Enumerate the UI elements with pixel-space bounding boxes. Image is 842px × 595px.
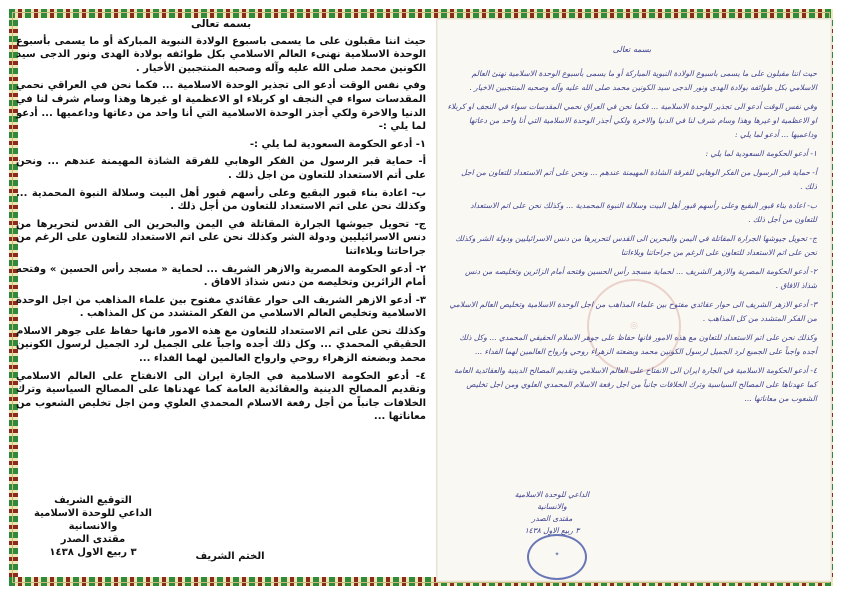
watermark-emblem-icon: ◎ bbox=[587, 279, 681, 373]
manuscript-paragraph: حيث اننا مقبلون على ما يسمى باسبوع الولادة النبوية المباركة أو ما يسمى بأسبوع الوحدة الاسلامية نهنئ العالم الاسلامي بكل طوائفه بولادة الهدى ونور الدجى سيد الكونين محمد صلى الله عليه وآله وصحبه المنتجبين الاخيار . bbox=[469, 69, 817, 92]
manuscript-title: بسمه تعالى bbox=[612, 45, 652, 54]
typed-paragraph: ٢- أدعو الحكومة المصرية والازهر الشريف ... لحماية « مسجد رأس الحسين » وفتحه أمام الزائرين وتخليصه من دنس شذاذ الافاق . bbox=[16, 263, 426, 289]
manuscript-sign-date: ٣ ربيع الاول ١٤٣٨ bbox=[524, 526, 580, 535]
manuscript-paragraph: وكذلك نحن على اتم الاستعداد للتعاون مع هذه الامور فانها حفاظ على جوهر الاسلام الحقيقي المحمدي ... وكل ذلك أجده واجباً على الجميع لرد الجميل لرسول الكونين محمد وبضعته الزهراء روحي وارواح العالمين لهما الفداء ... bbox=[459, 333, 817, 356]
typed-paragraph: وكذلك نحن على اتم الاستعداد للتعاون مع هذه الامور فانها حفاظ على جوهر الاسلام الحقيقي المحمدي ... وكل ذلك أجده واجباً على الجميل لرد الجميل لرسول الكونين محمد وبضعته الزهراء روحي وارواح العالمين لهما الفداء ... bbox=[16, 325, 426, 365]
typed-paragraph: أ- حماية قبر الرسول من الفكر الوهابي للفرقة الشاذة المهيمنة عندهم ... ونحن على أتم الاستعداد للتعاون من اجل ذلك . bbox=[16, 156, 426, 181]
typed-paragraph: ٣- أدعو الازهر الشريف الى حوار عقائدي مفتوح بين علماء المذاهب من اجل الوحدة الاسلامية وتخليص العالم الاسلامي من الفكر المتشدد من كل المذاهب . bbox=[16, 294, 426, 320]
seal-stamp-icon: ✦ bbox=[527, 534, 587, 580]
signature-date: ٣ ربيع الاول ١٤٣٨ bbox=[49, 547, 137, 558]
manuscript-sign-line: الداعي للوحدة الاسلامية bbox=[514, 490, 590, 499]
manuscript-sign-name: مقتدى الصدر bbox=[531, 514, 573, 523]
typed-paragraph: حيث اننا مقبلون على ما يسمى باسبوع الولادة النبوية المباركة أو ما يسمى بأسبوع الوحدة الاسلامية نهنىء العالم الاسلامي بكل طوائفه بولادة الهدى ونور الدجى سيد الكونين محمد صلى الله عليه وآله وصحبه المنتجبين الأخيار . bbox=[16, 35, 426, 74]
manuscript-paragraph: ج- تحويل جيوشها الجرارة المقاتلة في اليمن والبحرين الى القدس لتحريرها من دنس الاسرائيليين ودولة الشر وكذلك نحن على اتم الاستعداد للتعاون على الرغم من جراحاتنا وبلاءاتنا bbox=[455, 234, 817, 257]
seal-label: الختم الشريف bbox=[195, 551, 265, 562]
typed-title: بسمه تعالى bbox=[190, 18, 252, 30]
manuscript-paragraph: ٤- أدعو الحكومة الاسلامية في الجارة ايران الى الانفتاح على العالم الاسلامي وتقديم المصالح الدينية والعقائدية العامة كما عهدناها على المصالح السياسية وترك الخلافات جانباً من اجل رفعة الاسلام المحمدي العلوي ومن اجل تخليص الشعوب من معاناتها ... bbox=[453, 366, 817, 403]
manuscript-paragraph: وفي نفس الوقت أدعو الى تجذير الوحدة الاسلامية ... فكما نحن في العراق نحمي المقدسات سواء في النجف او كربلاء او الاعظمية او غيرها وهذا وسام شرف لنا في الدنيا والاخرة ولكي أجذر الوحدة الاسلامية التي أنا واحد من دعاتها وداعميها ... أدعو لما يلي : bbox=[447, 102, 817, 139]
typed-paragraph: وفي نفس الوقت أدعو الى تجذير الوحدة الاسلامية ... فكما نحن في العراقي نحمي المقدسات سواء في النجف او كربلاء او الاعظمية او غيرها وهذا وسام شرف لنا في الدنيا والاخرة ولكي أجذر الوحدة الاسلامية التي أنا واحد من دعاتها وداعميها ... أدعو لما يلي :- bbox=[16, 80, 426, 133]
typed-paragraph: ج- تحويل جيوشها الجرارة المقاتلة في اليمن والبحرين الى القدس لتحريرها من دنس الاسرائيليين ودولة الشر وكذلك نحن على اتم الاستعداد للتعاون على الرغم من جراحاتنا وبلاءاتنا bbox=[16, 218, 426, 257]
manuscript-signature bbox=[507, 489, 597, 537]
signature-name: مقتدى الصدر bbox=[60, 534, 126, 545]
handwritten-text bbox=[447, 29, 817, 411]
typed-paragraph: ٤- أدعو الحكومة الاسلامية في الجارة ايران الى الانفتاح على العالم الاسلامي وتقديم المصالح الدينية والعقائدية العامة كما عهدناها على المصالح السياسية وترك الخلافات جانباً من أجل رفعة الاسلام المحمدي العلوي ومن اجل تخليص الشعوب من معاناتها ... bbox=[16, 370, 426, 423]
typed-paragraph: ب- اعادة بناء قبور البقيع وعلى رأسهم قبور أهل البيت وسلالة النبوة المحمدية ... وكذلك نحن على اتم الاستعداد للتعاون من أجل ذلك . bbox=[16, 187, 426, 213]
signature-title-2: والانسانية bbox=[68, 521, 118, 532]
manuscript-paragraph: ٢- أدعو الحكومة المصرية والازهر الشريف ... لحماية مسجد رأس الحسين وفتحه أمام الزائرين وتخليصه من دنس شذاذ الافاق . bbox=[464, 267, 817, 290]
manuscript-paragraph: ٣- أدعو الازهر الشريف الى حوار عقائدي مفتوح بين علماء المذاهب من اجل الوحدة الاسلامية وتخليص العالم الاسلامي من الفكر المتشدد من كل المذاهب . bbox=[449, 300, 817, 323]
signature-title: الداعي للوحدة الاسلامية bbox=[34, 508, 152, 519]
signature-heading: التوقيع الشريف bbox=[54, 495, 132, 506]
manuscript-sign-line: والانسانية bbox=[537, 502, 567, 511]
typed-signature-block bbox=[28, 494, 158, 559]
handwritten-manuscript bbox=[436, 18, 832, 582]
typed-paragraph: ١- أدعو الحكومة السعودية لما يلي :- bbox=[249, 138, 426, 150]
manuscript-paragraph: ب- اعادة بناء قبور البقيع وعلى رأسهم قبور أهل البيت وسلالة النبوة المحمدية ... وكذلك نحن على اتم الاستعداد للتعاون من أجل ذلك . bbox=[470, 201, 817, 224]
manuscript-paragraph: ١- أدعو الحكومة السعودية لما يلي : bbox=[705, 149, 817, 158]
manuscript-paragraph: أ- حماية قبر الرسول من الفكر الوهابي للفرقة الشاذة المهيمنة عندهم ... ونحن على أتم الاستعداد للتعاون من اجل ذلك . bbox=[461, 168, 817, 191]
